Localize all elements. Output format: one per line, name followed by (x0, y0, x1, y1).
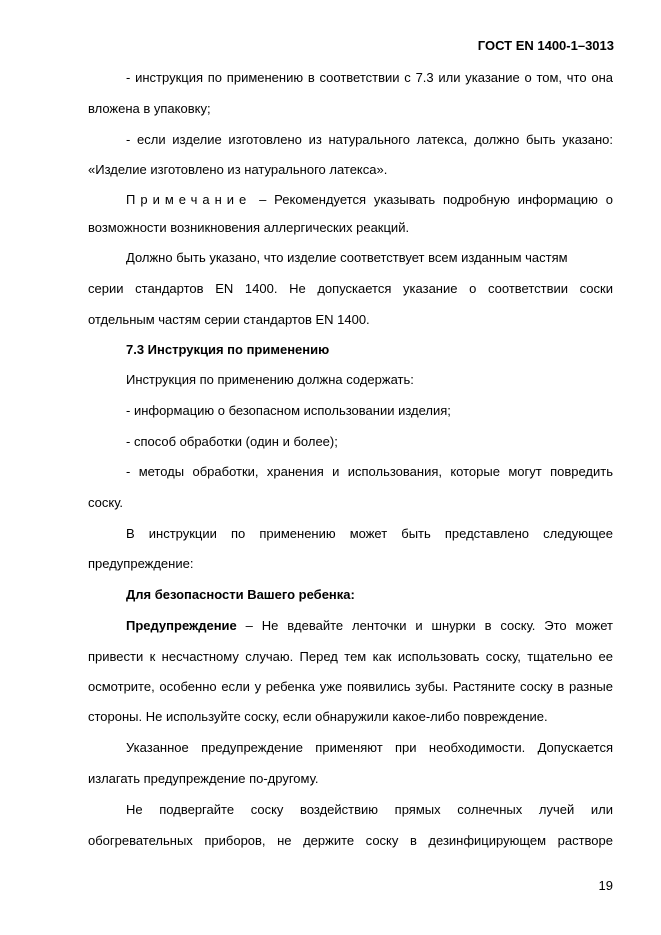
page-number: 19 (598, 878, 613, 893)
text-line: - инструкция по применению в соответствии с 7.3 или указание о том, что она (126, 70, 613, 85)
safety-heading: Для безопасности Вашего ребенка: (126, 587, 355, 602)
warning-text: – Не вдевайте ленточки и шнурки в соску. Это может (236, 618, 613, 633)
text-line: отдельным частям серии стандартов EN 1400. (88, 312, 370, 327)
text-line: - способ обработки (один и более); (126, 434, 338, 449)
note-label: Примечание (126, 192, 252, 207)
text-line: «Изделие изготовлено из натурального латекса». (88, 162, 388, 177)
text-line: соску. (88, 495, 124, 510)
warning-line (126, 618, 613, 634)
text-line: обогревательных приборов, не держите соску в дезинфицирующем растворе (88, 833, 613, 848)
text-line: В инструкции по применению может быть представлено следующее (126, 526, 613, 541)
text-line: - информацию о безопасном использовании изделия; (126, 403, 451, 418)
text-line: вложена в упаковку; (88, 101, 211, 116)
note-line (126, 192, 613, 208)
text-line: Должно быть указано, что изделие соответствует всем изданным частям (126, 250, 568, 265)
text-line: излагать предупреждение по-другому. (88, 771, 319, 786)
text-line: привести к несчастному случаю. Перед тем как использовать соску, тщательно ее (88, 649, 613, 664)
warning-label: Предупреждение (126, 618, 237, 633)
text-line: осмотрите, особенно если у ребенка уже появились зубы. Растяните соску в разные (88, 679, 613, 694)
text-line: - методы обработки, хранения и использования, которые могут повредить (126, 464, 613, 479)
note-text: – Рекомендуется указывать подробную информацию о (251, 192, 613, 207)
text-line: серии стандартов EN 1400. Не допускается указание о соответствии соски (88, 281, 613, 296)
text-line: Указанное предупреждение применяют при необходимости. Допускается (126, 740, 613, 755)
document-header: ГОСТ EN 1400-1–3013 (477, 38, 614, 53)
section-heading: 7.3 Инструкция по применению (126, 342, 330, 357)
text-line: стороны. Не используйте соску, если обнаружили какое-либо повреждение. (88, 709, 548, 724)
text-line: - если изделие изготовлено из натурального латекса, должно быть указано: (126, 132, 613, 147)
text-line: предупреждение: (88, 556, 194, 571)
text-line: Не подвергайте соску воздействию прямых солнечных лучей или (126, 802, 613, 817)
text-line: возможности возникновения аллергических реакций. (88, 220, 410, 235)
text-line: Инструкция по применению должна содержать: (126, 372, 414, 387)
